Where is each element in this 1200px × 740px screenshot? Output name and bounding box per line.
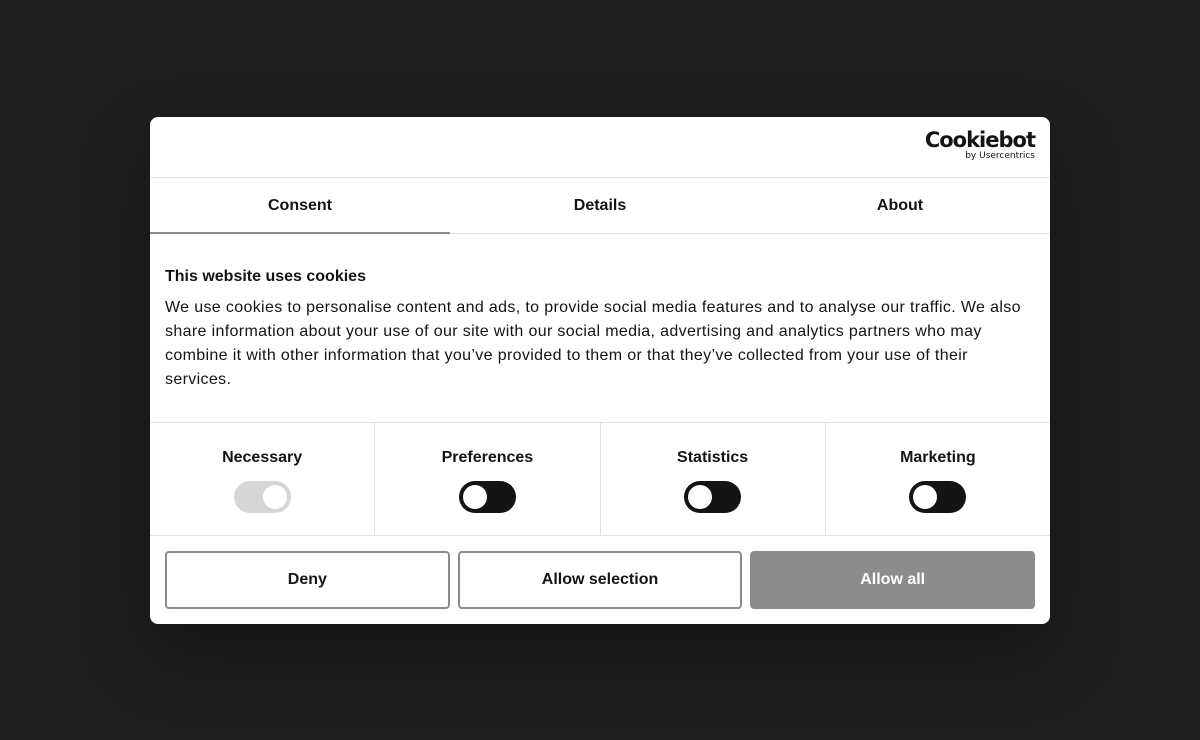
switch-knob: [263, 485, 287, 509]
consent-heading: This website uses cookies: [165, 268, 366, 285]
allow-all-button[interactable]: Allow all: [750, 551, 1035, 609]
preferences-switch[interactable]: [459, 481, 516, 513]
cookie-category-toggles: [150, 423, 1050, 536]
dialog-header: [150, 117, 1050, 178]
tab-details[interactable]: Details: [573, 196, 627, 214]
action-buttons: [150, 536, 1050, 624]
toggle-label-marketing: Marketing: [900, 449, 976, 466]
consent-body: [150, 234, 1050, 423]
toggle-label-necessary: Necessary: [222, 449, 303, 466]
cookie-consent-dialog: [150, 117, 1050, 624]
switch-knob: [688, 485, 712, 509]
tab-about[interactable]: About: [876, 196, 924, 214]
toggle-label-preferences: Preferences: [441, 449, 534, 466]
deny-button[interactable]: Deny: [165, 551, 450, 609]
necessary-switch: [234, 481, 291, 513]
logo-tagline: by Usercentrics: [965, 151, 1035, 161]
switch-knob: [913, 485, 937, 509]
toggle-cell-statistics: [601, 423, 826, 535]
tab-bar: [150, 178, 1050, 234]
marketing-switch[interactable]: [909, 481, 966, 513]
toggle-cell-necessary: [150, 423, 375, 535]
toggle-cell-preferences: [375, 423, 600, 535]
switch-knob: [463, 485, 487, 509]
cookiebot-logo: [925, 130, 1035, 161]
consent-description: We use cookies to personalise content and ads, to provide social media features and to analyse our traffic. We also share information about your use of our site with our social media, advertising and analytics partners who may combine it with other information that you’ve provided to them or that they’ve collected from your use of their services.: [165, 299, 1021, 388]
allow-selection-button[interactable]: Allow selection: [458, 551, 743, 609]
tab-consent[interactable]: Consent: [150, 178, 450, 233]
toggle-cell-marketing: [826, 423, 1050, 535]
statistics-switch[interactable]: [684, 481, 741, 513]
toggle-label-statistics: Statistics: [677, 449, 749, 466]
logo-wordmark: Cookiebot: [924, 128, 1035, 152]
